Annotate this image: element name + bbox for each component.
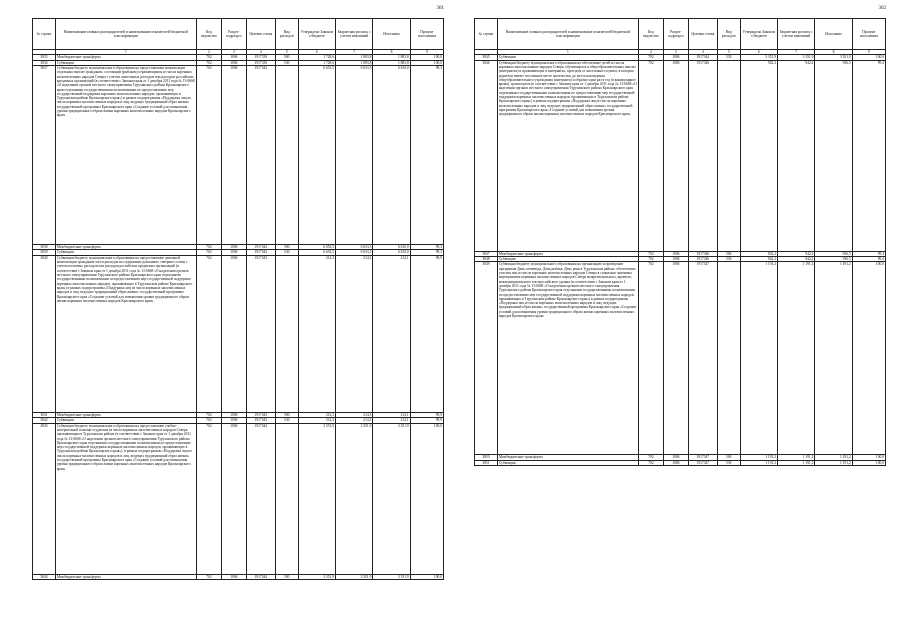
cell-isp: 214,1 [373,418,410,423]
cell-utv: 214,3 [298,418,335,423]
cell-rz: 1006 [221,245,246,250]
cell-pct: 100,0 [852,262,885,455]
cell-ved: 702 [196,55,221,60]
table-row [33,255,444,412]
cell-bud: 942,2 [778,60,815,251]
column-header-num: № строки [33,19,56,50]
table-row [33,423,444,574]
cell-name: Субвенции бюджету муниципального образования на организацию и проведение праздников День оленевода, День рыбака, День реки в Туруханском районе, обеспечение участия лиц из числа коренных малочисленных народов Севера в социально значимых мероприятиях коренных малочисленных народов Севера межрегионального, краевого, межмуниципального и всероссийского уровня (в соответствии с Законом края от 1 декабря 2011 года № 13-6668 «О наделении органов местного самоуправления Туруханского района Красноярского края отдельными государственными полномочиями по предоставлению мер государственной поддержки коренных малочисленных народов, проживающих в Туруханском районе Красноярского края») в рамках подпрограммы «Поддержка лиц из числа коренных малочисленных народов и лиц, ведущих традиционный образ жизни» государственной программы Красноярского края «Создание условий для повышения уровня традиционного образа жизни коренных малочисленных народов Красноярского края» [497,262,638,455]
cell-bud: 6 653,5 [336,66,373,245]
column-number-cell: 9 [852,50,885,55]
cell-cs: 1917344 [688,55,717,60]
column-number-cell: 2 [638,50,663,55]
cell-isp: 1 191,2 [815,460,852,465]
cell-cs: 1917339 [246,55,275,60]
column-header-utv: Утверждено Законом о бюджете [740,19,777,50]
cell-rz: 1006 [221,250,246,255]
cell-name: Межбюджетные трансферты [55,245,196,250]
cell-name: Субвенции [497,460,638,465]
cell-isp: 936,5 [815,257,852,262]
cell-cs: 1917339 [246,60,275,65]
cell-ved: 702 [196,245,221,250]
budget-table [32,18,444,580]
cell-pct: 100,0 [410,55,443,60]
cell-cs: 1917346 [688,251,717,256]
cell-cs: 1917347 [688,262,717,455]
cell-n: 3847 [475,251,498,256]
column-header-cs: Целевая статья [688,19,717,50]
column-header-bud: Бюджетная роспись с учетом изменений [778,19,815,50]
cell-bud: 6 653,5 [336,245,373,250]
column-header-razdel: Раздел-подраздел [663,19,688,50]
cell-isp: 3 351,9 [815,55,852,60]
cell-bud: 942,2 [778,251,815,256]
cell-utv: 942,2 [740,60,777,251]
cell-vr: 500 [717,251,740,256]
cell-ved: 702 [196,60,221,65]
page-number: 301 [436,6,444,11]
cell-n: 3839 [33,250,56,255]
cell-vr: 530 [275,418,298,423]
cell-bud: 3 351,9 [336,574,373,579]
table-row [475,262,886,455]
cell-utv: 942,2 [740,251,777,256]
cell-vr: 500 [275,574,298,579]
cell-name: Субвенции [497,257,638,262]
cell-isp: 6 610,0 [373,250,410,255]
column-header-pct: Процент исполнения [852,19,885,50]
cell-rz: 1006 [221,55,246,60]
cell-name: Межбюджетные трансферты [55,55,196,60]
column-number-cell: 1 [55,50,196,55]
cell-pct: 99,3 [410,245,443,250]
column-header-ved: Код ведомства [638,19,663,50]
cell-rz: 1006 [221,412,246,417]
column-number-cell: 7 [336,50,373,55]
cell-n: 3836 [33,60,56,65]
cell-ved: 702 [196,574,221,579]
column-number-cell: 5 [275,50,298,55]
column-header-isp: Исполнено [373,19,410,50]
column-header-vr: Вид расходов [275,19,298,50]
cell-n: 3835 [33,55,56,60]
cell-name: Субвенции [497,55,638,60]
table-header-row [475,19,886,50]
cell-pct: 99,3 [410,250,443,255]
column-number-cell: 8 [373,50,410,55]
cell-bud: 1 191,2 [778,460,815,465]
cell-n: 3851 [475,460,498,465]
cell-vr: 500 [275,412,298,417]
cell-utv: 6 653,5 [298,66,335,245]
cell-isp: 3 351,9 [373,574,410,579]
cell-bud: 942,2 [778,257,815,262]
column-number-cell: 6 [298,50,335,55]
cell-utv: 6 653,5 [298,250,335,255]
cell-utv: 1 191,2 [740,455,777,460]
cell-pct: 99,4 [852,60,885,251]
column-header-num: № строки [475,19,498,50]
cell-ved: 702 [196,412,221,417]
cell-ved: 702 [638,257,663,262]
cell-isp: 214,1 [373,412,410,417]
cell-cs: 1917343 [246,255,275,412]
cell-ved: 702 [638,251,663,256]
cell-pct: 100,0 [852,55,885,60]
cell-cs: 1917342 [246,66,275,245]
cell-n: 3838 [33,245,56,250]
cell-cs: 1917347 [688,460,717,465]
cell-ved: 702 [196,66,221,245]
cell-isp: 1 191,2 [815,455,852,460]
cell-cs: 1917342 [246,245,275,250]
cell-utv: 1 728,6 [298,55,335,60]
cell-ved: 702 [638,55,663,60]
cell-isp: 1 191,2 [815,262,852,455]
cell-rz: 1006 [221,574,246,579]
cell-pct: 100,0 [852,460,885,465]
column-number-cell: 2 [196,50,221,55]
cell-cs: 1917346 [688,60,717,251]
cell-vr [717,60,740,251]
column-header-pct: Процент исполнения [410,19,443,50]
cell-vr: 500 [717,455,740,460]
cell-rz: 1006 [221,60,246,65]
cell-bud: 1 191,2 [778,262,815,455]
cell-name: Субвенции [55,418,196,423]
cell-name: Субвенции бюджету муниципального образования на предоставление денежной компенсации гражданам части расходов на содержание домашнего северного оленя с учетом почтовых расходов или расходов российских кредитных организаций (в соответствии с Законом края от 1 декабря 2011 года № 13-6668 «О наделении органов местного самоуправления Туруханского района Красноярского края отдельными государственными полномочиями по предоставлению мер государственной поддержки коренных малочисленных народов, проживающих в Туруханском районе Красноярского края») в рамках подпрограммы «Поддержка лиц из числа коренных малочисленных народов и лиц, ведущих традиционный образ жизни» государственной программы Красноярского края «Создание условий для повышения уровня традиционного образа жизни коренных малочисленных народов Красноярского края» [55,255,196,412]
cell-pct: 99,9 [410,255,443,412]
cell-vr: 500 [275,55,298,60]
column-number-cell: 9 [410,50,443,55]
page-right [474,6,886,622]
cell-ved: 702 [196,250,221,255]
column-number-cell: 6 [740,50,777,55]
cell-vr [275,423,298,574]
cell-bud: 214,3 [336,418,373,423]
cell-n: 3841 [33,412,56,417]
cell-n: 3848 [475,257,498,262]
cell-rz: 1006 [663,257,688,262]
cell-pct: 99,9 [410,412,443,417]
cell-ved: 702 [638,455,663,460]
cell-utv: 1 728,6 [298,60,335,65]
column-header-utv: Утверждено Законом о бюджете [298,19,335,50]
budget-table [474,18,886,466]
cell-vr [717,262,740,455]
cell-rz: 1006 [663,460,688,465]
cell-ved: 702 [196,255,221,412]
cell-n: 3849 [475,262,498,455]
cell-n: 3843 [33,423,56,574]
cell-bud: 214,3 [336,255,373,412]
cell-rz: 1006 [221,66,246,245]
cell-vr: 530 [717,55,740,60]
cell-ved: 702 [196,423,221,574]
column-number-cell: 3 [221,50,246,55]
cell-name: Межбюджетные трансферты [55,412,196,417]
cell-isp: 214,1 [373,255,410,412]
cell-vr: 530 [275,60,298,65]
column-header-razdel: Раздел-подраздел [221,19,246,50]
table-row [33,574,444,579]
cell-pct: 100,0 [852,455,885,460]
cell-name: Субвенции бюджету муниципального образования на предоставление компенсации отдельных выплат гражданам, состоящим (рыбакам) отражающимся из числа коренных малочисленных народов Севера с учетом понесенных расходов или расходов российских кредитных организаций (в соответствии с Законом края от 1 декабря 2011 года № 13-6668 «О наделении органов местного самоуправления Туруханского района Красноярского края отдельными государственными полномочиями по предоставлению мер государственной поддержки коренных малочисленных народов, проживающих в Туруханском районе Красноярского края») в рамках подпрограммы «Поддержка лиц из числа коренных малочисленных народов и лиц, ведущих традиционный образ жизни» государственной программы Красноярского края «Создание условий для повышения уровня традиционного образа жизни коренных малочисленных народов Красноярского края» [55,66,196,245]
cell-vr: 530 [717,460,740,465]
cell-rz: 1006 [663,251,688,256]
cell-utv: 942,2 [740,257,777,262]
cell-cs: 1917347 [688,455,717,460]
page-number: 302 [878,6,886,11]
cell-cs: 1917344 [246,423,275,574]
column-number-cell: 7 [778,50,815,55]
cell-n: 3837 [33,66,56,245]
cell-pct: 99,4 [852,251,885,256]
cell-n: 3850 [475,455,498,460]
cell-bud: 214,3 [336,412,373,417]
table-row [33,66,444,245]
column-number-cell: 8 [815,50,852,55]
cell-utv: 1 191,2 [740,460,777,465]
cell-name: Межбюджетные трансферты [497,251,638,256]
column-header-bud: Бюджетная роспись с учетом изменений [336,19,373,50]
cell-isp: 936,5 [815,60,852,251]
column-number-cell: 3 [663,50,688,55]
cell-name: Субвенции бюджету муниципального образования на обеспечение детей из числа коренных малочисленных народов Севера, обучающихся в общеобразовательных школах (интернатах) и проживающих в интернатах, проездом от населенного пункта, в котором родители имеют постоянное место жительства, до места нахождения общеобразовательного учреждения (интерната) и обратно один раз в год (в каникулярное время), транспортом (в соответствии с Законом края от 1 декабря 2011 года № 13-6668 «О наделении органов местного самоуправления Туруханского района Красноярского края отдельными государственными полномочиями по предоставлению мер государственной поддержки коренных малочисленных народов, проживающих в Туруханском районе Красноярского края») в рамках подпрограммы «Поддержка лиц из числа коренных малочисленных народов и лиц, ведущих традиционный образ жизни» государственной программы Красноярского края «Создание условий для повышения уровня традиционного образа жизни коренных малочисленных народов Красноярского края» [497,60,638,251]
cell-bud: 1 883,8 [336,60,373,65]
cell-pct: 100,0 [410,423,443,574]
cell-ved: 702 [196,418,221,423]
cell-n: 3840 [33,255,56,412]
cell-n: 3842 [33,418,56,423]
cell-n: 3844 [33,574,56,579]
cell-vr [275,255,298,412]
cell-pct: 99,4 [852,257,885,262]
column-number-cell: 1 [497,50,638,55]
cell-isp: 6 610,0 [373,245,410,250]
cell-pct: 99,3 [410,66,443,245]
cell-ved: 702 [638,262,663,455]
column-header-ved: Код ведомства [196,19,221,50]
cell-n: 3845 [475,55,498,60]
cell-name: Субвенции бюджету муниципального образования на предоставление учебно-материальной помощи студентам из числа коренных малочисленных народов Севера, проживающим в Туруханском районе (в соответствии с Законом края от 1 декабря 2011 года № 13-6668 «О наделении органов местного самоуправления Туруханского района Красноярского края отдельными государственными полномочиями по предоставлению мер государственной поддержки коренных малочисленных народов, проживающих в Туруханском районе Красноярского края»), в рамках подпрограммы «Поддержка лиц из числа коренных малочисленных народов и лиц, ведущих традиционный образ жизни» государственной программы Красноярского края «Создание условий для повышения уровня традиционного образа жизни коренных малочисленных народов Красноярского края» [55,423,196,574]
column-header-cs: Целевая статья [246,19,275,50]
cell-utv: 6 653,5 [298,245,335,250]
cell-rz: 1006 [221,418,246,423]
cell-ved: 702 [638,60,663,251]
column-number-cell: 4 [246,50,275,55]
cell-ved: 702 [638,460,663,465]
cell-utv: 214,3 [298,412,335,417]
cell-utv: 1 191,2 [740,262,777,455]
cell-name: Межбюджетные трансферты [55,574,196,579]
cell-rz: 1006 [663,55,688,60]
cell-pct: 100,0 [410,60,443,65]
cell-vr: 530 [717,257,740,262]
cell-rz: 1006 [663,455,688,460]
column-header-name: Наименование главных распорядителей и наименование показателей бюджетной классификации [497,19,638,50]
cell-n: 3846 [475,60,498,251]
cell-pct: 100,0 [410,574,443,579]
column-header-name: Наименование главных распорядителей и наименование показателей бюджетной классификации [55,19,196,50]
cell-utv: 3 351,9 [298,574,335,579]
cell-isp: 1 883,8 [373,60,410,65]
cell-isp: 936,5 [815,251,852,256]
cell-name: Субвенции [55,60,196,65]
table-header-row [33,19,444,50]
cell-cs: 1917342 [246,250,275,255]
cell-isp: 6 610,0 [373,66,410,245]
cell-name: Субвенции [55,250,196,255]
cell-name: Межбюджетные трансферты [497,455,638,460]
cell-bud: 1 883,8 [336,55,373,60]
cell-pct: 99,9 [410,418,443,423]
cell-rz: 1006 [221,255,246,412]
cell-rz: 1006 [663,60,688,251]
cell-vr: 500 [275,245,298,250]
cell-isp: 3 351,9 [373,423,410,574]
column-number-cell: 4 [688,50,717,55]
cell-cs: 1917343 [246,418,275,423]
cell-bud: 6 653,5 [336,250,373,255]
column-header-vr: Вид расходов [717,19,740,50]
table-row [475,60,886,251]
cell-vr: 530 [275,250,298,255]
cell-utv: 3 351,9 [298,423,335,574]
cell-bud: 3 351,9 [778,55,815,60]
cell-rz: 1006 [663,262,688,455]
cell-cs: 1917343 [246,412,275,417]
cell-cs: 1917346 [688,257,717,262]
table-row [475,460,886,465]
cell-utv: 3 351,9 [740,55,777,60]
cell-bud: 1 191,2 [778,455,815,460]
cell-vr [275,66,298,245]
cell-cs: 1917344 [246,574,275,579]
cell-isp: 1 883,8 [373,55,410,60]
cell-rz: 1006 [221,423,246,574]
cell-utv: 214,3 [298,255,335,412]
column-header-isp: Исполнено [815,19,852,50]
column-number-cell: 5 [717,50,740,55]
cell-bud: 3 351,9 [336,423,373,574]
page-left [32,6,444,622]
